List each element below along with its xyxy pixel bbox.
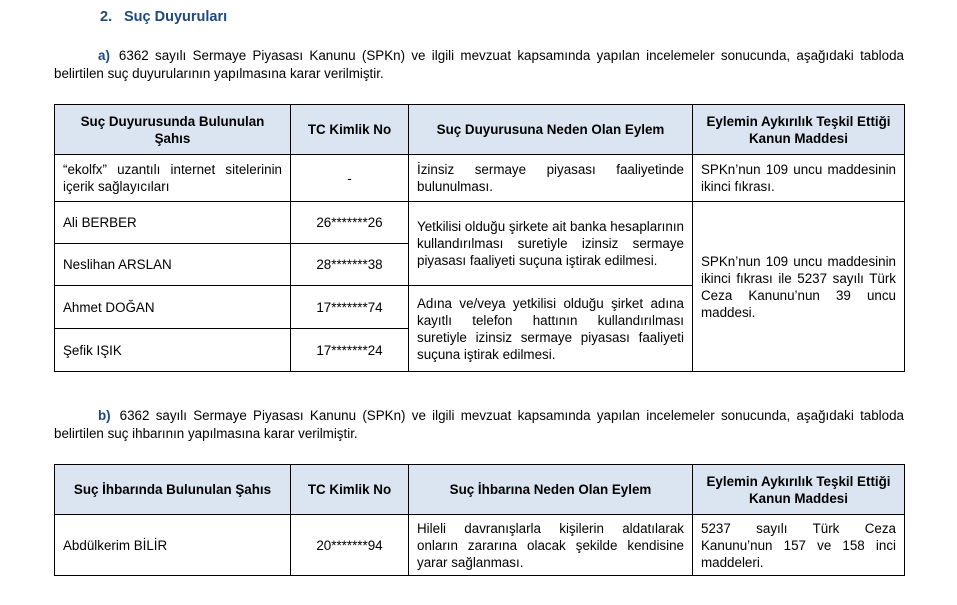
intro-paragraph-a xyxy=(54,47,904,82)
section-number: 2. xyxy=(100,9,113,25)
table-row xyxy=(55,515,905,576)
cell-tc: 28*******38 xyxy=(291,244,409,286)
cell-article: SPKn’nun 109 uncu maddesinin ikinci fıkrası. xyxy=(693,155,905,202)
section-heading xyxy=(100,9,227,25)
cell-action: İzinsiz sermaye piyasası faaliyetinde bulunulması. xyxy=(409,155,693,202)
header-person: Suç İhbarında Bulunulan Şahıs xyxy=(55,465,291,515)
header-action: Suç Duyurusuna Neden Olan Eylem xyxy=(409,105,693,155)
cell-action-group-1: Yetkilisi olduğu şirkete ait banka hesaplarının kullandırılması suretiyle izinsiz sermaye piyasası faaliyeti suçuna iştirak edilmesi. xyxy=(409,202,693,286)
cell-tc: 26*******26 xyxy=(291,202,409,244)
cell-action-group-2: Adına ve/veya yetkilisi olduğu şirket adına kayıtlı telefon hattının kullandırılması suretiyle izinsiz sermaye piyasası faaliyeti suçuna iştirak edilmesi. xyxy=(409,286,693,372)
table-header-row xyxy=(55,105,905,155)
paragraph-letter-a: a) xyxy=(98,48,110,63)
cell-person: Ali BERBER xyxy=(55,202,291,244)
cell-article: 5237 sayılı Türk Ceza Kanunu’nun 157 ve 158 inci maddeleri. xyxy=(693,515,905,576)
header-tc: TC Kimlik No xyxy=(291,465,409,515)
cell-tc: 17*******74 xyxy=(291,286,409,329)
cell-person: Abdülkerim BİLİR xyxy=(55,515,291,576)
header-article: Eylemin Aykırılık Teşkil Ettiği Kanun Maddesi xyxy=(693,105,905,155)
table-header-row xyxy=(55,465,905,515)
cell-person: Neslihan ARSLAN xyxy=(55,244,291,286)
paragraph-text-a: 6362 sayılı Sermaye Piyasası Kanunu (SPKn) ve ilgili mevzuat kapsamında yapılan incelemeler sonucunda, aşağıdaki tabloda belirtilen suç duyurularının yapılmasına karar verilmiştir. xyxy=(54,48,904,81)
cell-person: Şefik IŞIK xyxy=(55,329,291,372)
table-row xyxy=(55,155,905,202)
cell-tc: - xyxy=(291,155,409,202)
cell-tc: 20*******94 xyxy=(291,515,409,576)
cell-tc: 17*******24 xyxy=(291,329,409,372)
cell-person: “ekolfx” uzantılı internet sitelerinin içerik sağlayıcıları xyxy=(55,155,291,202)
criminal-notice-table xyxy=(54,464,905,576)
header-tc: TC Kimlik No xyxy=(291,105,409,155)
cell-action: Hileli davranışlarla kişilerin aldatılarak onların zararına olacak şekilde kendisine yarar sağlanması. xyxy=(409,515,693,576)
table-row xyxy=(55,202,905,244)
header-person: Suç Duyurusunda Bulunulan Şahıs xyxy=(55,105,291,155)
header-action: Suç İhbarına Neden Olan Eylem xyxy=(409,465,693,515)
paragraph-text-b: 6362 sayılı Sermaye Piyasası Kanunu (SPKn) ve ilgili mevzuat kapsamında yapılan incelemeler sonucunda, aşağıdaki tabloda belirtilen suç ihbarının yapılmasına karar verilmiştir. xyxy=(54,408,904,441)
intro-paragraph-b xyxy=(54,407,904,442)
header-article: Eylemin Aykırılık Teşkil Ettiği Kanun Maddesi xyxy=(693,465,905,515)
cell-person: Ahmet DOĞAN xyxy=(55,286,291,329)
cell-article-group: SPKn’nun 109 uncu maddesinin ikinci fıkrası ile 5237 sayılı Türk Ceza Kanunu’nun 39 uncu maddesi. xyxy=(693,202,905,372)
section-title: Suç Duyuruları xyxy=(124,9,228,25)
criminal-complaints-table xyxy=(54,104,905,372)
paragraph-letter-b: b) xyxy=(98,408,111,423)
